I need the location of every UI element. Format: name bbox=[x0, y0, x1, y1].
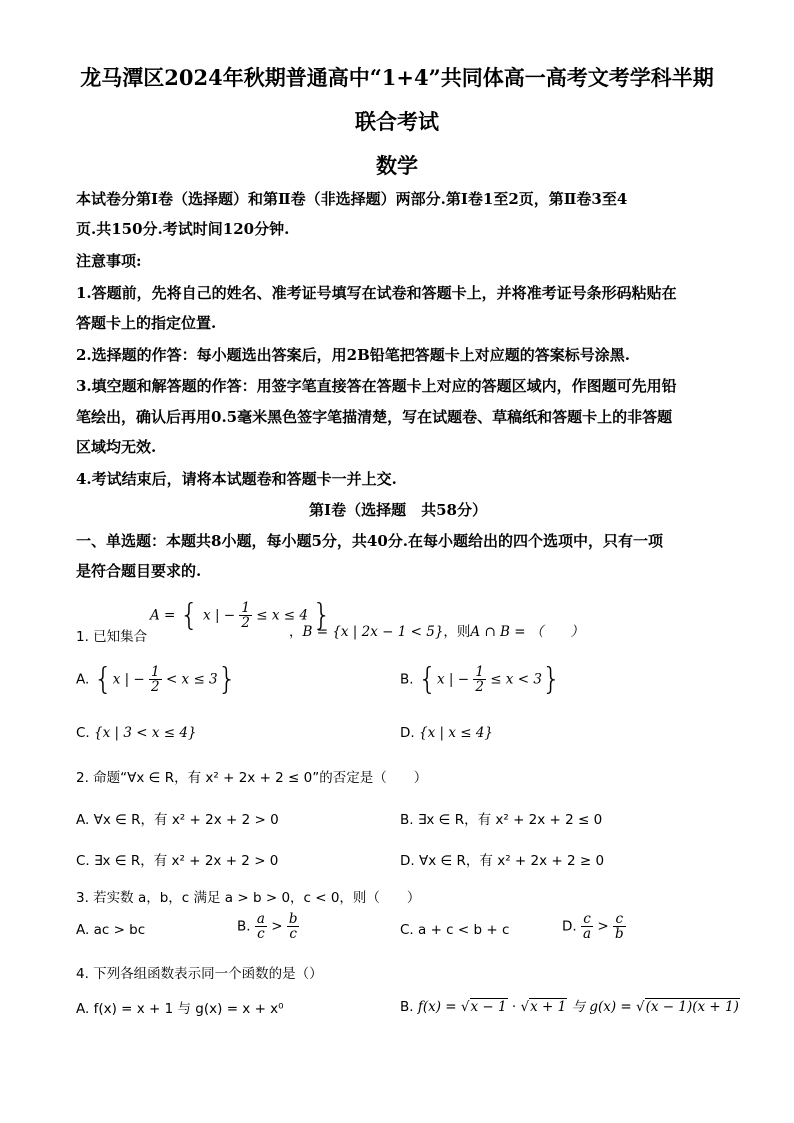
q4-option-b: B. f(x) = √x − 1 · √x + 1 与 g(x) = √(x − 1)(x + 1) bbox=[400, 999, 739, 1015]
q1-option-b: B. {x | − $\frac{1}{2}$ ≤ x < 3} bbox=[400, 662, 561, 697]
q2-option-d: D. ∀x ∈ R，有 x² + 2x + 2 ≥ 0 bbox=[400, 853, 605, 869]
q3-option-b: B. $\frac{a}{c}$ > $\frac{b}{c}$ bbox=[237, 911, 298, 943]
q1-option-d: D. {x | x ≤ 4} bbox=[400, 725, 494, 741]
q1-setB: ，B = {x | 2x − 1 < 5}，则A ∩ B = （ ） bbox=[289, 624, 584, 640]
q1-option-a: A. {x | − $\frac{1}{2}$ < x ≤ 3} bbox=[76, 662, 237, 697]
q3-option-c: C. a + c < b + c bbox=[400, 922, 510, 938]
note-1a: 1.答题前，先将自己的姓名、准考证号填写在试卷和答题卡上，并将准考证号条形码粘贴在 bbox=[76, 284, 677, 302]
notes-title: 注意事项: bbox=[76, 252, 142, 270]
subject-title: 数学 bbox=[376, 153, 418, 178]
note-3b: 笔绘出，确认后再用0.5毫米黑色签字笔描清楚，写在试题卷、草稿纸和答题卡上的非答题 bbox=[76, 408, 673, 426]
q2-stem: 2. 命题“∀x ∈ R，有 x² + 2x + 2 ≤ 0”的否定是（ ） bbox=[76, 770, 428, 786]
q1-stem: 1. 已知集合 bbox=[76, 629, 148, 645]
q2-option-b: B. ∃x ∈ R，有 x² + 2x + 2 ≤ 0 bbox=[400, 812, 603, 828]
note-1b: 答题卡上的指定位置. bbox=[76, 314, 217, 332]
note-4: 4.考试结束后，请将本试题卷和答题卡一并上交. bbox=[76, 470, 397, 488]
q3-stem: 3. 若实数 a，b，c 满足 a > b > 0，c < 0，则（ ） bbox=[76, 890, 421, 906]
exam-title-line2: 联合考试 bbox=[355, 109, 439, 134]
section-desc2: 是符合题目要求的. bbox=[76, 562, 202, 580]
exam-title: 龙马潭区2024年秋期普通高中“1+4”共同体高一高考文考学科半期 bbox=[80, 65, 714, 90]
q1-setA: A = { x | − $\frac{1}{2}$ ≤ x ≤ 4 } bbox=[150, 598, 332, 633]
q3-option-d: D. $\frac{c}{a}$ > $\frac{c}{b}$ bbox=[562, 911, 624, 943]
q1-option-c: C. {x | 3 < x ≤ 4} bbox=[76, 725, 197, 741]
note-2: 2.选择题的作答：每小题选出答案后，用2B铅笔把答题卡上对应题的答案标号涂黑. bbox=[76, 346, 631, 364]
note-3a: 3.填空题和解答题的作答：用签字笔直接答在答题卡上对应的答题区域内，作图题可先用铅 bbox=[76, 377, 677, 395]
q2-option-a: A. ∀x ∈ R，有 x² + 2x + 2 > 0 bbox=[76, 812, 279, 828]
intro-line1: 本试卷分第Ⅰ卷（选择题）和第Ⅱ卷（非选择题）两部分.第Ⅰ卷1至2页，第Ⅱ卷3至4 bbox=[76, 190, 628, 208]
q2-option-c: C. ∃x ∈ R，有 x² + 2x + 2 > 0 bbox=[76, 853, 279, 869]
section-desc1: 一、单选题：本题共8小题，每小题5分，共40分.在每小题给出的四个选项中，只有一项 bbox=[76, 532, 663, 550]
q4-stem: 4. 下列各组函数表示同一个函数的是（） bbox=[76, 966, 323, 982]
section-title: 第Ⅰ卷（选择题 共58分） bbox=[309, 501, 487, 519]
note-3c: 区域均无效. bbox=[76, 438, 157, 456]
q3-option-a: A. ac > bc bbox=[76, 922, 146, 938]
intro-line2: 页.共150分.考试时间120分钟. bbox=[76, 220, 290, 238]
q4-option-a: A. f(x) = x + 1 与 g(x) = x + x⁰ bbox=[76, 1001, 284, 1017]
